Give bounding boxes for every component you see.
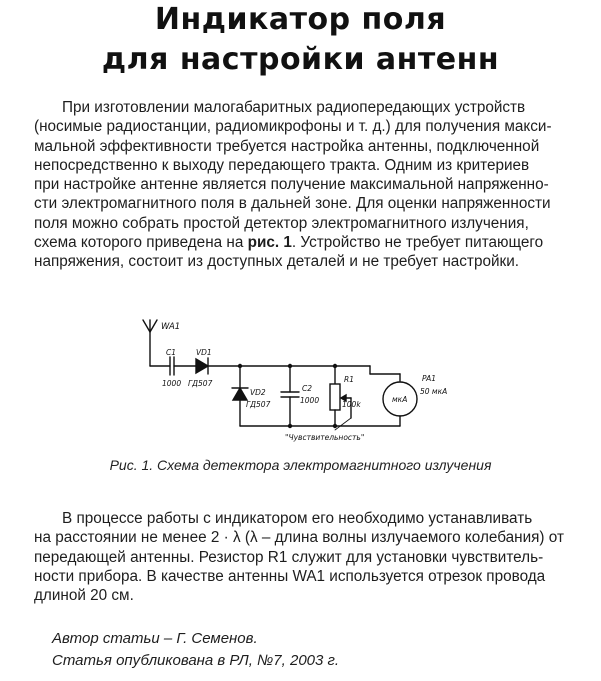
antenna-symbol-right — [150, 320, 157, 332]
vd2-name-label: VD2 — [250, 388, 266, 397]
r1-name-label: R1 — [344, 375, 354, 384]
intro-line: при настройке антенне является получение максимальной напряженно- — [34, 176, 549, 194]
r1-value-label: 100k — [342, 400, 361, 409]
c2-name-label: C2 — [302, 384, 313, 393]
intro-line — [34, 233, 582, 252]
antenna-symbol-left — [143, 320, 150, 332]
c2-value-label: 1000 — [300, 396, 320, 405]
usage-line: ности прибора. В качестве антенны WA1 используется отрезок провода — [34, 567, 546, 585]
sensitivity-pointer — [335, 418, 351, 430]
vd2-diode-symbol — [233, 388, 247, 400]
junction-dot — [288, 424, 292, 428]
pa1-range-label: 50 мкА — [420, 387, 448, 396]
junction-dot — [288, 364, 292, 368]
usage-line: В процессе работы с индикатором его необходимо устанавливать — [62, 510, 533, 527]
r1-resistor-body — [330, 384, 340, 410]
intro-line: непосредственно к выходу передающего тракта. Одним из критериев — [34, 156, 530, 174]
junction-dot — [333, 364, 337, 368]
intro-paragraph — [34, 98, 582, 272]
publication-credit: Статья опубликована в РЛ, №7, 2003 г. — [52, 652, 340, 669]
intro-line: сти электромагнитного поля в дальней зоне. Для оценки напряженности — [34, 195, 551, 213]
junction-dot — [333, 424, 337, 428]
intro-line: (носимые радиостанции, радиомикрофоны и т. д.) для получения макси- — [34, 118, 552, 136]
intro-line: мальной эффективности требуется настройка антенны, подключенной — [34, 137, 540, 155]
usage-paragraph — [34, 509, 582, 605]
figure-caption: Рис. 1. Схема детектора электромагнитного излучения — [109, 457, 492, 473]
sensitivity-label: "Чувствительность" — [285, 433, 365, 442]
usage-line: передающей антенны. Резистор R1 служит для установки чувствитель- — [34, 548, 544, 566]
detector-schematic — [140, 318, 448, 443]
meter-unit-label: мкА — [392, 395, 408, 404]
intro-line-8-end: . Устройство не требует питающего — [291, 234, 544, 252]
junction-dot — [238, 364, 242, 368]
intro-line: При изготовлении малогабаритных радиопередающих устройств — [62, 99, 526, 116]
figure-reference: рис. 1 — [247, 234, 292, 252]
vd1-name-label: VD1 — [196, 348, 212, 357]
vd1-type-label: ГД507 — [188, 379, 213, 388]
c1-value-label: 1000 — [162, 379, 182, 388]
pa1-name-label: PA1 — [422, 374, 437, 383]
article-title-line-2: для настройки антенн — [101, 42, 500, 77]
intro-line: поля можно собрать простой детектор электромагнитного излучения, — [34, 214, 529, 232]
intro-line-8-start: схема которого приведена на — [34, 234, 248, 252]
vd2-type-label: ГД507 — [246, 400, 271, 409]
author-credit: Автор статьи – Г. Семенов. — [52, 630, 258, 647]
vd1-diode-symbol — [196, 359, 208, 373]
article-title-line-1: Индикатор поля — [154, 2, 447, 37]
c1-name-label: C1 — [166, 348, 177, 357]
usage-line: длиной 20 см. — [34, 587, 134, 605]
wa1-label: WA1 — [161, 322, 181, 332]
usage-line: на расстоянии не менее 2 · λ (λ – длина волны излучаемого колебания) от — [34, 529, 564, 547]
intro-line: напряжения, состоит из доступных деталей и не требует настройки. — [34, 253, 519, 271]
